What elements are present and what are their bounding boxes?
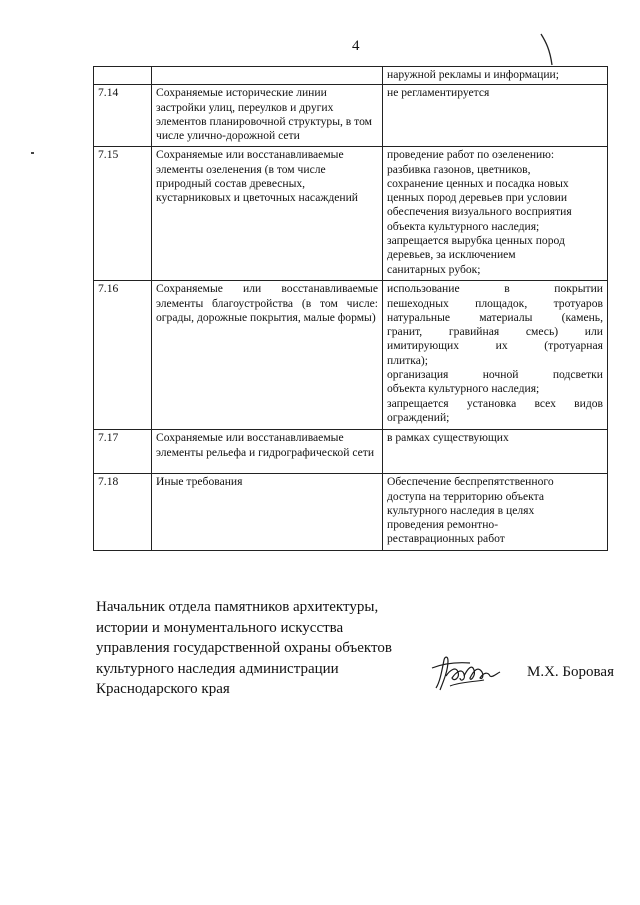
requirement-line: использование в покрытии bbox=[387, 282, 603, 296]
position-line: Краснодарского края bbox=[96, 681, 230, 697]
requirement-line: культурного наследия в целях bbox=[387, 503, 535, 517]
requirement-line: плитка); bbox=[387, 353, 428, 367]
row-element: Сохраняемые исторические линии застройки улиц, переулков и других элементов планировочной структуры, в том числе улично-дорожной сети bbox=[152, 85, 383, 147]
row-requirement bbox=[383, 430, 608, 474]
row-element: Сохраняемые или восстанавливаемые элементы благоустройства (в том числе: ограды, дорожные покрытия, малые формы) bbox=[152, 281, 383, 430]
scan-speck bbox=[31, 152, 34, 154]
requirement-line: санитарных рубок; bbox=[387, 262, 481, 276]
requirement-line: Обеспечение беспрепятственного bbox=[387, 475, 554, 489]
requirement-line: ограждений; bbox=[387, 410, 450, 424]
requirement-line: проведения ремонтно- bbox=[387, 518, 499, 532]
requirement-line: в рамках существующих bbox=[387, 431, 509, 445]
requirement-line: ценных пород деревьев при условии bbox=[387, 191, 568, 205]
table-row-continuation bbox=[94, 67, 608, 85]
row-number: 7.15 bbox=[94, 147, 152, 281]
table-row-7-16 bbox=[94, 281, 608, 430]
requirement-line: имитирующих их (тротуарная bbox=[387, 339, 603, 353]
row-element: Иные требования bbox=[152, 474, 383, 551]
table-row-7-15 bbox=[94, 147, 608, 281]
requirement-line: реставрационных работ bbox=[387, 532, 505, 546]
requirement-line: сохранение ценных и посадка новых bbox=[387, 176, 569, 190]
page-number: 4 bbox=[352, 38, 360, 54]
table-row-7-14 bbox=[94, 85, 608, 147]
table-row-7-18 bbox=[94, 474, 608, 551]
requirement-line: запрещается вырубка ценных пород bbox=[387, 234, 565, 248]
requirement-line: объекта культурного наследия; bbox=[387, 219, 540, 233]
position-line: культурного наследия администрации bbox=[96, 660, 339, 677]
requirement-line: гранит, гравийная смесь) или bbox=[387, 325, 603, 339]
requirement-line: пешеходных площадок, тротуаров bbox=[387, 296, 603, 310]
row-requirement bbox=[383, 474, 608, 551]
requirement-line: разбивка газонов, цветников, bbox=[387, 162, 531, 176]
pen-mark bbox=[538, 32, 558, 68]
signatory-position bbox=[96, 597, 392, 700]
signer-name: М.Х. Боровая bbox=[527, 664, 614, 680]
row-number bbox=[94, 67, 152, 85]
position-line: управления государственной охраны объектов bbox=[96, 640, 392, 656]
requirement-line: запрещается установка всех видов bbox=[387, 396, 603, 410]
position-line: Начальник отдела памятников архитектуры, bbox=[96, 599, 379, 615]
position-line: истории и монументального искусства bbox=[96, 619, 344, 636]
requirement-line: обеспечения визуального восприятия bbox=[387, 205, 572, 219]
row-number: 7.16 bbox=[94, 281, 152, 430]
requirement-line: проведение работ по озеленению: bbox=[387, 148, 555, 162]
row-requirement bbox=[383, 85, 608, 147]
requirement-line: не регламентируется bbox=[387, 86, 490, 100]
requirements-table bbox=[93, 66, 608, 551]
row-number: 7.17 bbox=[94, 430, 152, 474]
row-number: 7.18 bbox=[94, 474, 152, 551]
row-requirement: наружной рекламы и информации; bbox=[383, 67, 608, 85]
requirement-line: объекта культурного наследия; bbox=[387, 382, 540, 396]
row-element: Сохраняемые или восстанавливаемые элементы озеленения (в том числе природный состав древесных, кустарниковых и цветочных насаждений bbox=[152, 147, 383, 281]
requirement-line: организация ночной подсветки bbox=[387, 368, 603, 382]
handwritten-signature bbox=[430, 652, 510, 697]
row-requirement bbox=[383, 147, 608, 281]
row-element: Сохраняемые или восстанавливаемые элементы рельефа и гидрографической сети bbox=[152, 430, 383, 474]
table-row-7-17 bbox=[94, 430, 608, 474]
requirement-line: натуральные материалы (камень, bbox=[387, 310, 603, 324]
requirement-line: доступа на территорию объекта bbox=[387, 489, 545, 503]
row-number: 7.14 bbox=[94, 85, 152, 147]
requirement-line: деревьев, за исключением bbox=[387, 248, 516, 262]
row-requirement bbox=[383, 281, 608, 430]
row-element bbox=[152, 67, 383, 85]
